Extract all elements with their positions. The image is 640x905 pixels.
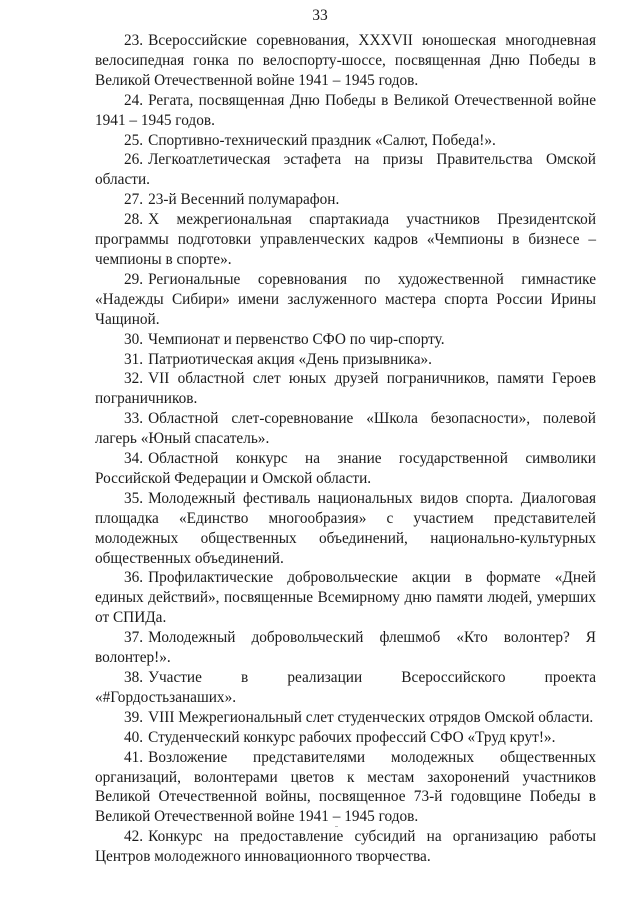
item-number: 37. [124, 629, 144, 647]
item-number: 23. [124, 32, 144, 49]
item-number: 31. [124, 350, 144, 368]
list-item [95, 628, 596, 668]
list-item [95, 350, 596, 370]
item-text: 23-й Весенний полумарафон. [148, 191, 340, 209]
list-item [95, 568, 596, 628]
list-item [95, 91, 596, 131]
item-number: 29. [124, 270, 144, 288]
list-item [95, 827, 596, 867]
item-number: 32. [124, 370, 144, 388]
item-number: 34. [124, 450, 144, 468]
item-text: Возложение представителями молодежных общественных организаций, волонтерами цветов к местам захоронений участников Великой Отечественной войны, посвященное 73-й годовщине Победы в Великой Отечественной войне 1941 – 1945 годов. [95, 748, 596, 826]
item-number: 41. [124, 748, 144, 766]
page-number: 33 [312, 7, 328, 24]
item-number: 36. [124, 569, 144, 587]
item-text: Областной конкурс на знание государственной символики Российской Федерации и Омской области. [95, 450, 596, 487]
item-text: Профилактические добровольческие акции в формате «Дней единых действий», посвященные Всемирному дню памяти людей, умерших от СПИДа. [95, 569, 596, 627]
list-item [95, 728, 596, 748]
item-text: Студенческий конкурс рабочих профессий СФО «Труд крут!». [148, 728, 556, 746]
item-number: 27. [124, 191, 144, 209]
item-text: Всероссийские соревнования, XXXVII юношеская многодневная велосипедная гонка по велоспорту-шоссе, посвященная Дню Победы в Великой Отечественной войне 1941 – 1945 годов. [95, 32, 596, 89]
item-text: Молодежный добровольческий флешмоб «Кто волонтер? Я волонтер!». [95, 629, 596, 667]
item-number: 26. [124, 151, 144, 169]
list-item [95, 449, 596, 489]
item-text: Легкоатлетическая эстафета на призы Правительства Омской области. [95, 151, 596, 189]
item-number: 28. [124, 211, 144, 229]
item-text: Молодежный фестиваль национальных видов спорта. Диалоговая площадка «Единство многообразия» с участием представителей молодежных общественных объединений, национально-культурных общественных объединений. [95, 489, 596, 567]
list-item [95, 409, 596, 449]
item-text: Областной слет-соревнование «Школа безопасности», полевой лагерь «Юный спасатель». [95, 410, 596, 448]
item-text: Чемпионат и первенство СФО по чир-спорту. [148, 330, 445, 348]
item-number: 30. [124, 330, 144, 348]
list-item [95, 748, 596, 828]
item-number: 33. [124, 410, 144, 428]
list-item [95, 270, 596, 330]
list-item [95, 489, 596, 569]
item-text: VIII Межрегиональный слет студенческих отрядов Омской области. [148, 708, 594, 726]
list-item [95, 190, 596, 210]
item-text: VII областной слет юных друзей пограничников, памяти Героев пограничников. [95, 370, 596, 408]
item-text: Участие в реализации Всероссийского проекта «#Гордостьзанаших». [95, 669, 596, 706]
item-number: 42. [124, 828, 144, 846]
list-item [95, 131, 596, 151]
item-text: Регата, посвященная Дню Победы в Великой Отечественной войне 1941 – 1945 годов. [95, 91, 596, 129]
list-item [95, 31, 596, 91]
list-item [95, 708, 596, 728]
item-number: 35. [124, 489, 144, 507]
item-text: X межрегиональная спартакиада участников Президентской программы подготовки управленческих кадров «Чемпионы в бизнесе – чемпионы в спорте». [95, 211, 596, 268]
item-number: 38. [124, 669, 144, 686]
list-item [95, 330, 596, 350]
list-item [95, 668, 596, 708]
item-number: 39. [124, 708, 144, 726]
item-number: 40. [124, 728, 144, 746]
item-text: Спортивно-технический праздник «Салют, Победа!». [148, 131, 496, 149]
item-number: 24. [124, 91, 144, 109]
scan-speck [335, 826, 338, 827]
list-item [95, 150, 596, 190]
item-text: Патриотическая акция «День призывника». [148, 350, 432, 368]
list-item [95, 369, 596, 409]
event-list [95, 31, 596, 867]
item-text: Конкурс на предоставление субсидий на организацию работы Центров молодежного инновационного творчества. [95, 828, 596, 866]
list-item [95, 210, 596, 270]
item-text: Региональные соревнования по художественной гимнастике «Надежды Сибири» имени заслуженного мастера спорта России Ирины Чащиной. [95, 270, 596, 328]
item-number: 25. [124, 131, 144, 149]
